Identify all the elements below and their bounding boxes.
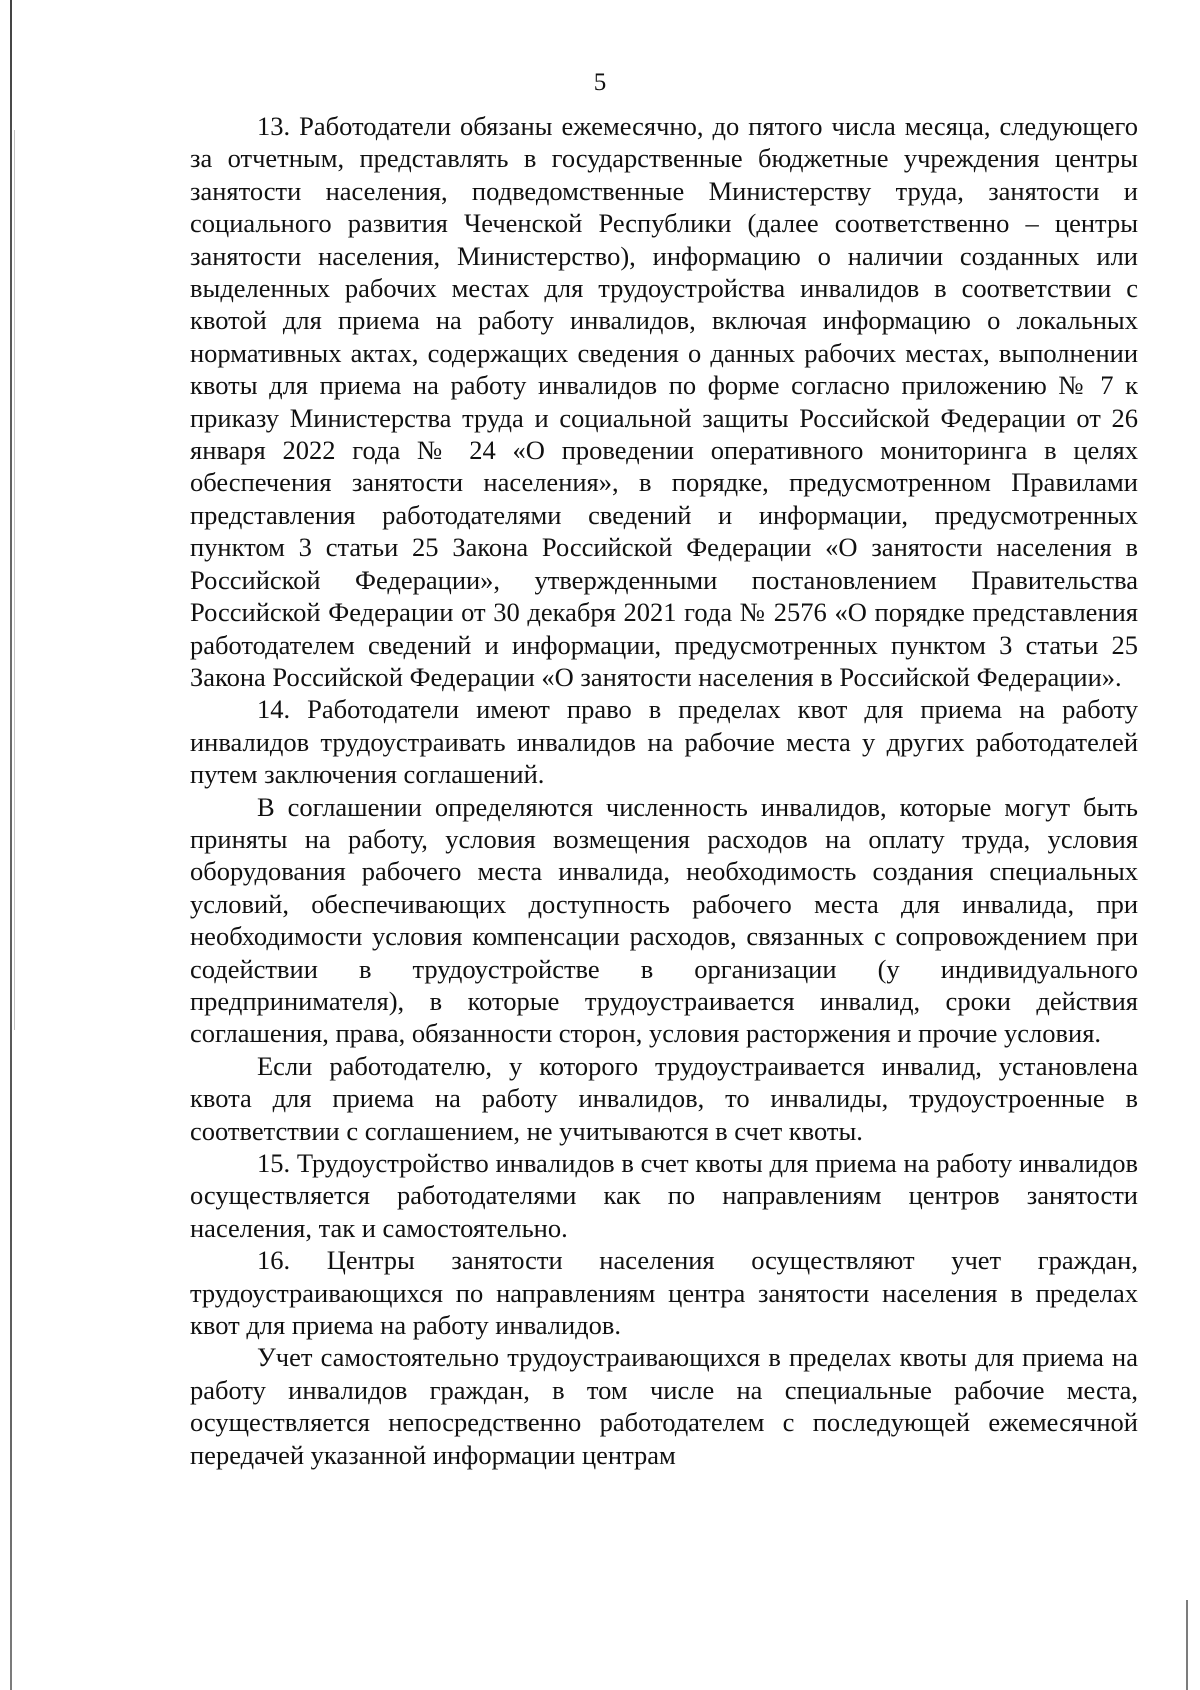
page-number: 5: [593, 69, 607, 96]
paragraph-agreement-terms: В соглашении определяются численность инвалидов, которые могут быть приняты на работу, условия возмещения расходов на оплату труда, условия оборудования рабочего места инвалида, необходимость создания специальных условий, обеспечивающих доступность рабочего места для инвалида, при необходимости условия компенсации расходов, связанных с сопровождением при содействии в трудоустройстве в организации (у индивидуального предпринимателя), в которые трудоустраивается инвалид, сроки действия соглашения, права, обязанности сторон, условия расторжения и прочие условия.: [190, 791, 1138, 1049]
paragraph-quota-exclusion: Если работодателю, у которого трудоустраивается инвалид, установлена квота для приема на работу инвалидов, то инвалиды, трудоустроенные в соответствии с соглашением, не учитываются в счет квоты.: [190, 1050, 1138, 1146]
document-body: [190, 110, 1138, 1471]
scan-edge-left-secondary: [14, 130, 15, 1030]
paragraph-13: 13. Работодатели обязаны ежемесячно, до пятого числа месяца, следующего за отчетным, представлять в государственные бюджетные учреждения центры занятости населения, подведомственные Министерству труда, занятости и социального развития Чеченской Республики (далее соответственно – центры занятости населения, Министерство), информацию о наличии созданных или выделенных рабочих местах для трудоустройства инвалидов в соответствии с квотой для приема на работу инвалидов, включая информацию о локальных нормативных актах, содержащих сведения о данных рабочих местах, выполнении квоты для приема на работу инвалидов по форме согласно приложению № 7 к приказу Министерства труда и социальной защиты Российской Федерации от 26 января 2022 года № 24 «О проведении оперативного мониторинга в целях обеспечения занятости населения», в порядке, предусмотренном Правилами представления работодателями сведений и информации, предусмотренных пунктом 3 статьи 25 Закона Российской Федерации «О занятости населения в Российской Федерации», утвержденными постановлением Правительства Российской Федерации от 30 декабря 2021 года № 2576 «О порядке представления работодателем сведений и информации, предусмотренных пунктом 3 статьи 25 Закона Российской Федерации «О занятости населения в Российской Федерации».: [190, 111, 1138, 692]
paragraph-16: 16. Центры занятости населения осуществляют учет граждан, трудоустраивающихся по направлениям центра занятости населения в пределах квот для приема на работу инвалидов.: [190, 1245, 1138, 1341]
paragraph-14: 14. Работодатели имеют право в пределах квот для приема на работу инвалидов трудоустраивать инвалидов на рабочие места у других работодателей путем заключения соглашений.: [190, 694, 1138, 790]
paragraph-15: 15. Трудоустройство инвалидов в счет квоты для приема на работу инвалидов осуществляется работодателями как по направлениям центров занятости населения, так и самостоятельно.: [190, 1148, 1138, 1243]
scan-edge-left: [10, 0, 12, 1690]
scan-edge-right: [1186, 1600, 1188, 1690]
paragraph-self-employment-accounting: Учет самостоятельно трудоустраивающихся в пределах квоты для приема на работу инвалидов граждан, в том числе на специальные рабочие места, осуществляется непосредственно работодателем с последующей ежемесячной передачей указанной информации центрам: [190, 1342, 1138, 1470]
